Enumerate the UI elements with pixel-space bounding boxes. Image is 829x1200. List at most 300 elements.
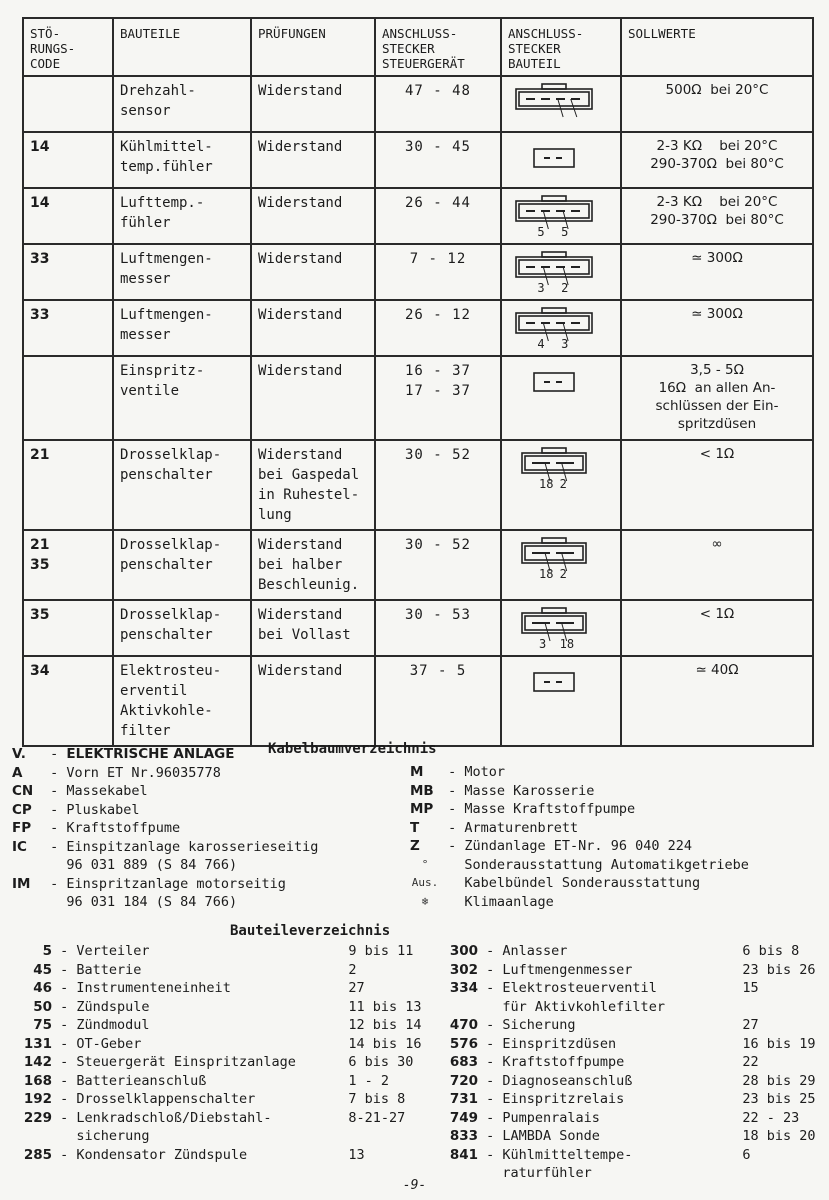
part-name: Luftmengenmesser: [502, 961, 633, 978]
legend-row: [12, 838, 318, 857]
legend-dash: -: [478, 1054, 503, 1070]
part-name: Batterieanschluß: [76, 1072, 207, 1089]
part-number: 142: [23, 1054, 52, 1070]
legend-row: [12, 782, 318, 801]
ecu-pins-cell: [375, 356, 501, 440]
part-row: [12, 1016, 422, 1035]
nominal-value-cell: [621, 132, 813, 188]
legend-text: Einspritzanlage motorseitig: [66, 875, 286, 892]
part-row-continued: [12, 1127, 422, 1146]
component-name: messer: [120, 271, 171, 287]
part-row-continued: [440, 998, 816, 1017]
part-row: [12, 1035, 422, 1054]
part-name: für Aktivkohlefilter: [502, 998, 665, 1015]
error-code: 21: [30, 537, 50, 553]
part-number: [12, 1127, 52, 1146]
table-row: [23, 356, 813, 440]
error-code: 21: [30, 447, 50, 463]
connector-pin-label: 3: [537, 281, 545, 295]
test-type: Widerstand: [258, 307, 343, 323]
test-cell: [251, 132, 375, 188]
nominal-value-cell: [621, 188, 813, 244]
part-ref: 12 bis 14: [348, 1017, 422, 1033]
legend-dash: [52, 1127, 76, 1146]
legend-row: [410, 893, 749, 912]
legend-text: Masse Karosserie: [464, 782, 595, 799]
legend-dash: -: [478, 1091, 503, 1107]
connector-cell: [501, 530, 621, 600]
legend-dash: [440, 893, 464, 912]
legend-text: Zündanlage ET-Nr. 96 040 224: [464, 838, 692, 854]
table-row: [23, 188, 813, 244]
connector-plug-icon: [508, 81, 600, 127]
part-number: 576: [449, 1035, 478, 1052]
legend-row: [12, 856, 318, 875]
error-code-cell: [23, 440, 113, 530]
connector-pin-label: 5: [537, 225, 545, 239]
legend-dash: -: [52, 943, 77, 959]
ecu-pins: 26 - 44: [404, 195, 471, 211]
component-name: Luftmengen-: [120, 307, 213, 323]
error-code: 34: [30, 663, 50, 679]
legend-text: 96 031 184 (S 84 766): [66, 894, 238, 910]
header-nominal-values: SOLLWERTE: [621, 18, 813, 76]
ecu-pins: 47 - 48: [404, 83, 471, 99]
component-cell: [113, 76, 251, 132]
nominal-value-cell: [621, 600, 813, 656]
ecu-pins: 30 - 52: [404, 447, 471, 463]
part-ref: 7 bis 8: [348, 1091, 406, 1107]
legend-key: M: [410, 764, 424, 780]
part-ref: 2: [348, 961, 357, 978]
legend-dash: -: [52, 1035, 77, 1052]
nominal-value: < 1Ω: [699, 606, 735, 622]
error-code-cell: [23, 132, 113, 188]
legend-dash: -: [52, 1146, 77, 1163]
legend-dash: -: [440, 819, 465, 836]
legend-dash: -: [52, 961, 77, 978]
error-code: 35: [30, 557, 50, 573]
connector-cell: [501, 440, 621, 530]
parts-list-right: [440, 942, 816, 1183]
error-code: 14: [30, 139, 50, 155]
legend-dash: [42, 856, 66, 875]
legend-dash: -: [42, 783, 67, 799]
part-row: [440, 979, 816, 998]
legend-key: IM: [12, 875, 31, 892]
part-ref: 18 bis 20: [742, 1128, 816, 1144]
component-cell: [113, 656, 251, 746]
component-name: fühler: [120, 215, 171, 231]
part-name: Kondensator Zündspule: [76, 1146, 248, 1163]
legend-dash: -: [440, 801, 465, 817]
legend-text: Einspitzanlage karosserieseitig: [66, 838, 319, 855]
part-number: 300: [449, 943, 478, 959]
legend-dash: -: [478, 1072, 503, 1089]
nominal-value: spritzdüsen: [677, 416, 757, 432]
test-type: Widerstand: [258, 363, 343, 379]
legend-dash: -: [52, 1109, 77, 1126]
test-type: Widerstand: [258, 83, 343, 99]
part-name: Pumpenralais: [502, 1109, 600, 1126]
part-row: [440, 1146, 816, 1165]
test-cell: [251, 244, 375, 300]
test-cell: [251, 188, 375, 244]
part-number: 731: [449, 1091, 478, 1107]
part-number: [440, 998, 478, 1017]
part-number: 5: [42, 943, 52, 959]
component-name: sensor: [120, 103, 171, 119]
error-code-cell: [23, 600, 113, 656]
part-ref: 16 bis 19: [742, 1035, 816, 1052]
part-name: Sicherung: [502, 1017, 576, 1033]
nominal-value: < 1Ω: [699, 446, 735, 462]
parts-heading: Bauteileverzeichnis: [230, 923, 391, 939]
component-name: Luftmengen-: [120, 251, 213, 267]
part-name: Drosselklappenschalter: [76, 1091, 256, 1107]
part-row: [440, 1127, 816, 1146]
header-test: PRÜFUNGEN: [251, 18, 375, 76]
legend-dash: -: [478, 1128, 503, 1144]
ecu-pins-cell: [375, 244, 501, 300]
legend-text: Massekabel: [66, 783, 148, 799]
part-number: 470: [449, 1017, 478, 1033]
connector-pin-label: 3: [539, 637, 547, 651]
part-name: Batterie: [76, 961, 142, 978]
legend-dash: -: [52, 1091, 77, 1107]
part-name: Elektrosteuerventil: [502, 980, 657, 996]
part-number: 46: [33, 980, 52, 996]
part-ref: 15: [742, 980, 759, 996]
legend-key: MP: [410, 801, 434, 817]
test-type: Widerstand: [258, 663, 343, 679]
legend-text: Armaturenbrett: [464, 819, 579, 836]
component-name: Elektrosteu-: [120, 663, 222, 679]
part-row: [12, 942, 422, 961]
legend-row: [12, 819, 318, 838]
part-row: [12, 1072, 422, 1091]
component-cell: [113, 188, 251, 244]
test-type: Widerstand: [258, 537, 343, 553]
legend-row: [410, 837, 749, 856]
legend-text: Motor: [464, 764, 506, 780]
connector-pin-label: 2: [559, 477, 567, 491]
connector-pin-label: 18: [539, 567, 554, 581]
table-row: [23, 132, 813, 188]
connector-cell: [501, 300, 621, 356]
part-name: OT-Geber: [76, 1035, 142, 1052]
error-code-cell: [23, 188, 113, 244]
part-number: 683: [449, 1054, 478, 1070]
part-number: 285: [23, 1146, 52, 1163]
component-cell: [113, 132, 251, 188]
nominal-value-cell: [621, 300, 813, 356]
legend-key: CN: [12, 783, 34, 799]
legend-dash: -: [478, 1017, 503, 1033]
legend-dash: [440, 856, 464, 875]
ecu-pins-cell: [375, 132, 501, 188]
part-name: Diagnoseanschluß: [502, 1072, 633, 1089]
legend-dash: -: [42, 764, 67, 781]
part-name: Zündspule: [76, 998, 150, 1015]
legend-row: [410, 763, 749, 782]
part-row: [12, 1109, 422, 1128]
part-number: 720: [449, 1072, 478, 1089]
part-name: Einspritzrelais: [502, 1091, 625, 1107]
legend-dash: [478, 998, 502, 1017]
legend-dash: -: [42, 746, 67, 762]
part-row: [12, 961, 422, 980]
ecu-pins-cell: [375, 440, 501, 530]
part-number: 302: [449, 961, 478, 978]
part-name: Instrumenteneinheit: [76, 980, 231, 996]
legend-key: FP: [12, 820, 32, 836]
table-row: [23, 530, 813, 600]
part-ref: 11 bis 13: [348, 998, 422, 1015]
test-type: Widerstand: [258, 139, 343, 155]
test-type: bei halber: [258, 557, 343, 573]
nominal-value: ≃ 300Ω: [691, 250, 743, 266]
connector-cell: [501, 132, 621, 188]
part-ref: 23 bis 25: [742, 1091, 816, 1107]
test-cell: [251, 440, 375, 530]
component-cell: [113, 244, 251, 300]
table-row: [23, 440, 813, 530]
part-number: 334: [449, 980, 478, 996]
part-number: 75: [33, 1017, 52, 1033]
legend-key: V.: [12, 746, 26, 762]
nominal-value: 500Ω bei 20°C: [665, 82, 769, 98]
connector-cell: [501, 600, 621, 656]
part-ref: 1 - 2: [348, 1072, 390, 1089]
error-code: 14: [30, 195, 50, 211]
error-code: 33: [30, 251, 50, 267]
table-header-row: [23, 18, 813, 76]
part-ref: 14 bis 16: [348, 1035, 422, 1052]
test-type: Widerstand: [258, 195, 343, 211]
part-number: 833: [449, 1128, 478, 1144]
test-type: bei Vollast: [258, 627, 351, 643]
part-name: Einspritzdüsen: [502, 1035, 617, 1052]
test-type: lung: [258, 507, 292, 523]
legend-text: ELEKTRISCHE ANLAGE: [66, 746, 235, 762]
table-row: [23, 300, 813, 356]
part-ref: 13: [348, 1146, 365, 1163]
component-name: Aktivkohle-: [120, 703, 213, 719]
nominal-value: 290-370Ω bei 80°C: [650, 212, 784, 228]
nominal-value-cell: [621, 440, 813, 530]
table-row: [23, 600, 813, 656]
part-ref: 6 bis 8: [742, 943, 800, 959]
error-code-cell: [23, 530, 113, 600]
bundle-symbol-icon: Aus.: [411, 876, 439, 889]
nominal-value-cell: [621, 656, 813, 746]
connector-plug-icon: [508, 249, 600, 295]
legend-key: CP: [12, 801, 32, 818]
connector-pin-label: 2: [559, 567, 567, 581]
connector-pin-label: 2: [561, 281, 569, 295]
legend-key: MB: [410, 782, 434, 799]
part-ref: 27: [348, 980, 365, 996]
legend-dash: -: [440, 838, 465, 854]
connector-cell: [501, 76, 621, 132]
legend-text: Kabelbündel Sonderausstattung: [464, 875, 701, 891]
nominal-value: schlüssen der Ein-: [655, 398, 779, 414]
part-name: Kraftstoffpumpe: [502, 1054, 625, 1070]
legend-dash: -: [478, 1109, 503, 1126]
wiring-legend-left: [12, 745, 318, 912]
nominal-value-cell: [621, 356, 813, 440]
part-row: [12, 1146, 422, 1165]
ecu-pins: 17 - 37: [404, 383, 471, 399]
component-name: penschalter: [120, 467, 213, 483]
part-row: [440, 961, 816, 980]
error-code-cell: [23, 356, 113, 440]
ecu-pins-cell: [375, 300, 501, 356]
diagnostic-table: [22, 17, 814, 747]
legend-row: [12, 875, 318, 894]
test-cell: [251, 656, 375, 746]
parts-list-left: [12, 942, 422, 1164]
connector-pin-label: 5: [561, 225, 569, 239]
part-number: 841: [449, 1146, 478, 1163]
legend-dash: [440, 874, 464, 893]
legend-dash: -: [52, 1072, 77, 1089]
part-row: [12, 998, 422, 1017]
part-number: 192: [23, 1091, 52, 1107]
error-code: 35: [30, 607, 50, 623]
table-row: [23, 244, 813, 300]
component-cell: [113, 300, 251, 356]
part-ref: 8-21-27: [348, 1109, 406, 1126]
component-name: filter: [120, 723, 171, 739]
ecu-pins-cell: [375, 530, 501, 600]
legend-dash: -: [42, 838, 67, 855]
ecu-pins: 30 - 53: [404, 607, 471, 623]
legend-dash: -: [440, 782, 465, 799]
component-name: penschalter: [120, 557, 213, 573]
connector-plug-icon: [508, 193, 600, 239]
legend-dash: -: [52, 998, 77, 1015]
ecu-pins-cell: [375, 656, 501, 746]
part-row: [440, 1109, 816, 1128]
legend-dash: -: [478, 943, 503, 959]
legend-dash: -: [52, 1017, 77, 1033]
component-name: Drosselklap-: [120, 537, 222, 553]
connector-cell: [501, 188, 621, 244]
part-number: 749: [449, 1109, 478, 1126]
ecu-pins: 30 - 45: [404, 139, 471, 155]
component-cell: [113, 600, 251, 656]
legend-text: Sonderausstattung Automatikgetriebe: [464, 856, 749, 873]
legend-dash: -: [478, 1035, 503, 1052]
part-ref: 6 bis 30: [348, 1054, 414, 1070]
part-row: [440, 1090, 816, 1109]
part-number: 131: [23, 1035, 52, 1052]
table-row: [23, 76, 813, 132]
ecu-pins: 26 - 12: [404, 307, 471, 323]
wiring-legend-right: [410, 763, 749, 911]
part-ref: 9 bis 11: [348, 943, 414, 959]
part-name: Steuergerät Einspritzanlage: [76, 1054, 296, 1070]
legend-text: Pluskabel: [66, 801, 140, 818]
component-cell: [113, 530, 251, 600]
error-code: 33: [30, 307, 50, 323]
part-number: 50: [33, 998, 52, 1015]
nominal-value: ∞: [711, 536, 723, 552]
option-symbol-icon: °: [421, 857, 429, 871]
part-name: LAMBDA Sonde: [502, 1128, 600, 1144]
nominal-value: 2-3 KΩ bei 20°C: [656, 138, 778, 154]
part-ref: 6: [742, 1146, 751, 1163]
part-name: Kühlmitteltempe-: [502, 1146, 633, 1163]
test-cell: [251, 600, 375, 656]
component-name: penschalter: [120, 627, 213, 643]
connector-plug-icon: [508, 445, 600, 491]
ecu-pins-cell: [375, 188, 501, 244]
header-error-code: STÖ- RUNGS- CODE: [23, 18, 113, 76]
component-name: Einspritz-: [120, 363, 205, 379]
header-component-connector: ANSCHLUSS- STECKER BAUTEIL: [501, 18, 621, 76]
nominal-value-cell: [621, 76, 813, 132]
connector-pin-label: 18: [539, 477, 554, 491]
ecu-pins-cell: [375, 600, 501, 656]
component-cell: [113, 440, 251, 530]
part-name: Anlasser: [502, 943, 568, 959]
component-name: erventil: [120, 683, 188, 699]
connector-pin-label: 4: [537, 337, 545, 351]
legend-dash: [42, 893, 66, 912]
part-ref: 23 bis 26: [742, 961, 816, 978]
part-number: 45: [33, 961, 52, 978]
connector-pin-label: 18: [559, 637, 575, 651]
nominal-value: 16Ω an allen An-: [658, 380, 776, 396]
part-row: [440, 942, 816, 961]
legend-dash: -: [42, 801, 67, 818]
nominal-value: ≃ 40Ω: [695, 662, 739, 678]
legend-dash: -: [440, 764, 465, 780]
component-name: Drosselklap-: [120, 447, 222, 463]
legend-text: 96 031 889 (S 84 766): [66, 857, 238, 873]
part-number: 168: [23, 1072, 52, 1089]
nominal-value: 290-370Ω bei 80°C: [650, 156, 784, 172]
legend-text: Kraftstoffpume: [66, 820, 181, 836]
part-ref: 22: [742, 1054, 759, 1070]
connector-plug-icon: [508, 535, 600, 581]
nominal-value: 3,5 - 5Ω: [690, 362, 744, 378]
connector-cell: [501, 244, 621, 300]
nominal-value: 2-3 KΩ bei 20°C: [656, 194, 778, 210]
part-name: raturfühler: [502, 1165, 592, 1181]
connector-plug-icon: [508, 661, 600, 707]
part-row: [440, 1072, 816, 1091]
legend-text: Masse Kraftstoffpumpe: [464, 801, 636, 817]
header-ecu-connector: ANSCHLUSS- STECKER STEUERGERÄT: [375, 18, 501, 76]
legend-dash: -: [42, 820, 67, 836]
part-ref: 27: [742, 1017, 759, 1033]
nominal-value: ≃ 300Ω: [691, 306, 743, 322]
connector-cell: [501, 356, 621, 440]
part-row: [440, 1053, 816, 1072]
ecu-pins: 30 - 52: [404, 537, 471, 553]
connector-pin-label: 3: [561, 337, 569, 351]
part-name: Verteiler: [76, 943, 150, 959]
error-code-cell: [23, 76, 113, 132]
connector-cell: [501, 656, 621, 746]
part-name: Zündmodul: [76, 1017, 150, 1033]
component-name: messer: [120, 327, 171, 343]
part-row: [12, 1053, 422, 1072]
